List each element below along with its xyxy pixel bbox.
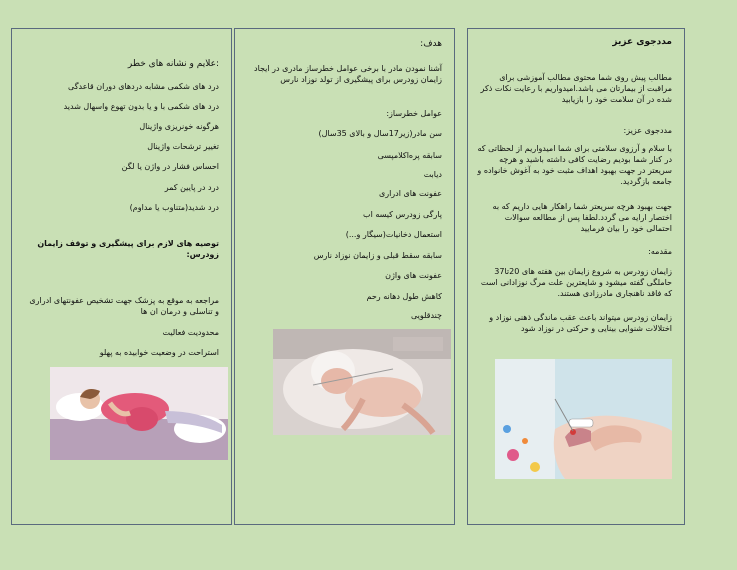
preface-paragraph-1: زایمان زودرس به شروع زایمان بین هفته های 20تا37 حاملگی گفته میشود و شایعترین علت مرگ نوزادانی است که فاقد ناهنجاری مادرزادی هستند. xyxy=(480,267,672,298)
risk-item: سابقه سقط قبلی و زایمان نوزاد نارس xyxy=(313,251,442,260)
risk-item: پارگی زودرس کیسه اب xyxy=(363,210,442,219)
risk-item: سن مادر(زیر17سال و بالای 35سال) xyxy=(318,129,442,138)
prevention-advice-title: توصیه های لازم برای پیشگیری و توقف زایمان زودرس: xyxy=(37,239,219,259)
warning-sign-item: درد در پایین کمر xyxy=(164,183,219,192)
advice-item: مراجعه به موقع به پزشک جهت تشخیص عفونتهای ادراری و تناسلی و درمان ان ها xyxy=(29,296,219,316)
panel-left xyxy=(11,28,232,525)
risk-item: استعمال دخانیات(سیگار و...) xyxy=(345,230,442,239)
warning-sign-item: درد شدید(متناوب یا مداوم) xyxy=(129,203,219,212)
intro-text: مطالب پیش روی شما محتوی مطالب آموزشی برای مراقبت از بیمارتان می باشد.امیدواریم با رعایت نکات ذکر شده در آن سلامت خود را بازیابید xyxy=(480,73,672,104)
risk-item: سابقه پره‌اکلامپسی xyxy=(377,151,442,160)
risk-item: دیابت xyxy=(423,170,442,179)
preface-paragraph-2: زایمان زودرس میتواند باعث عقب ماندگی ذهنی نوزاد و اختلالات شنوایی بینایی و حرکتی در نوزاد شود xyxy=(489,313,672,333)
risk-item: کاهش طول دهانه رحم xyxy=(366,292,442,301)
warning-sign-item: درد های شکمی مشابه دردهای دوران قاعدگی xyxy=(68,82,219,91)
risk-factors-title: عوامل خطرساز: xyxy=(386,109,442,118)
advice-item: محدودیت فعالیت xyxy=(162,328,219,337)
warning-sign-item: احساس فشار در واژن یا لگن xyxy=(121,162,219,171)
warning-sign-item: درد های شکمی با و یا بدون تهوع واسهال شدید xyxy=(63,102,219,111)
newborn-photo xyxy=(273,329,451,435)
advice-item: استراحت در وضعیت خوابیده به پهلو xyxy=(99,348,219,357)
preface-title: مقدمه: xyxy=(648,247,672,256)
risk-item: عفونت های واژن xyxy=(385,271,442,280)
panel-middle xyxy=(234,28,455,525)
preemie-hand-photo xyxy=(495,359,672,479)
risk-item: چندقلویی xyxy=(410,311,442,320)
goal-text: آشنا نمودن مادر با برخی عوامل خطرساز مادری در ایجاد زایمان زودرس برای پیشگیری از تولد نوزاد نارس xyxy=(254,64,442,84)
goal-title: هدف: xyxy=(420,39,442,49)
panel-right xyxy=(467,28,685,525)
help-text: جهت بهبود هرچه سریعتر شما راهکار هایی داریم که به اختصار ارایه می گردد.لطفا پس از مطالعه سوالات احتمالی خود را بیان فرمایید xyxy=(492,202,672,233)
panel-right-heading: مددجوی عزیز xyxy=(612,37,672,47)
greeting-body: با سلام و آرزوی سلامتی برای شما امیدواریم از لحظاتی که در کنار شما بودیم رضایت کافی داشته باشید و هرچه سریعتر در جهت بهبود اهداف مثبت خود به آغوش خانواده و جامعه بازگردید. xyxy=(477,144,672,186)
risk-item: عفونت های ادراری xyxy=(378,189,442,198)
pregnant-woman-resting-photo xyxy=(50,367,228,460)
warning-sign-item: تغییر ترشحات واژینال xyxy=(147,142,219,151)
warning-sign-item: هرگونه خونریزی واژینال xyxy=(139,122,219,131)
greeting-title: مددجوی عزیز: xyxy=(623,126,672,135)
warning-signs-title: :علایم و نشانه های خطر xyxy=(127,59,219,69)
